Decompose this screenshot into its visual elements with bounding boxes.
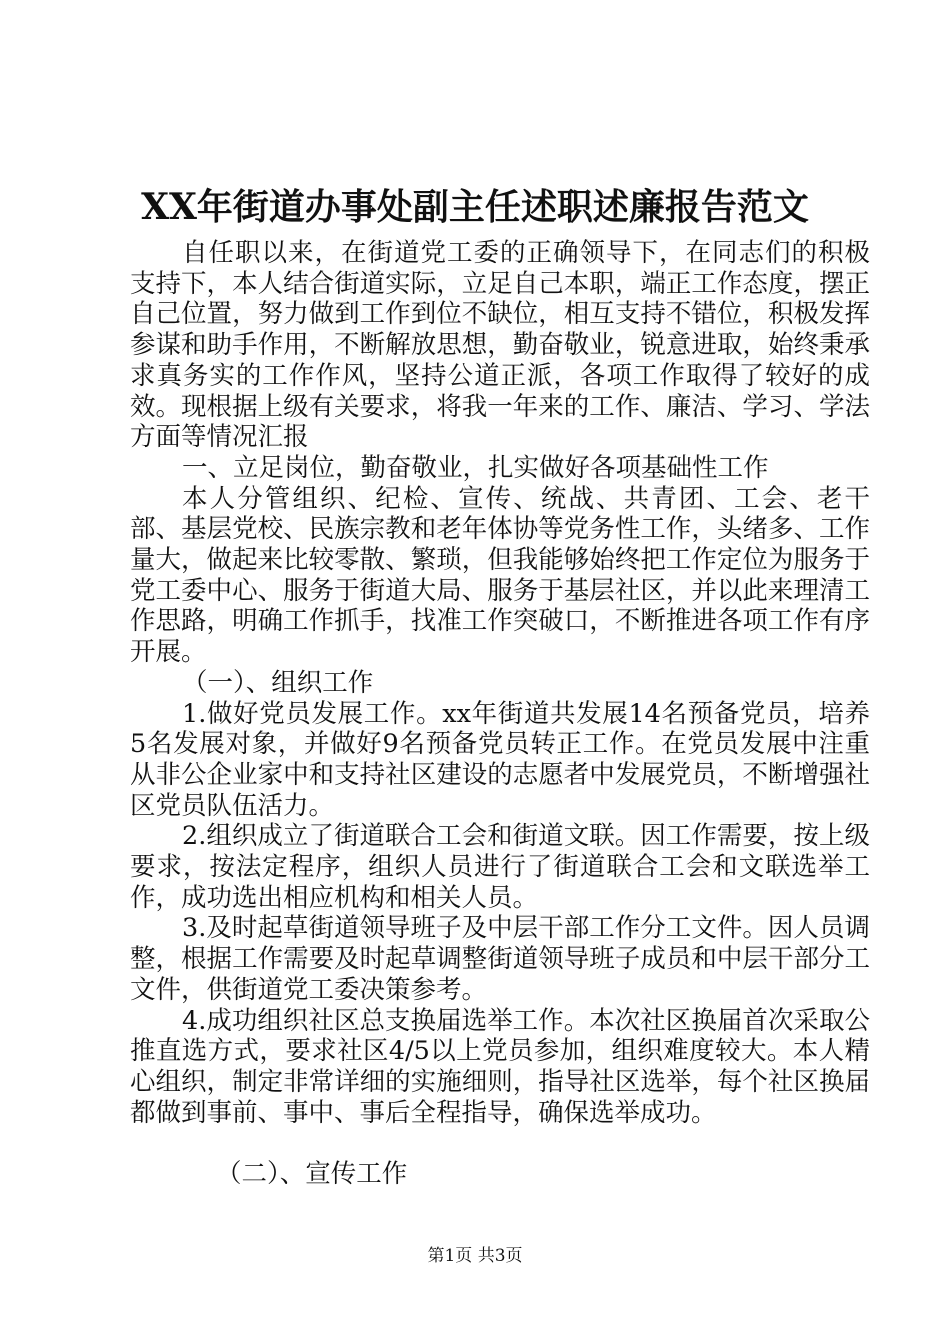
section-heading-1: 一、立足岗位，勤奋敬业，扎实做好各项基础性工作 (182, 452, 769, 483)
document-title: XX年街道办事处副主任述职述廉报告范文 (141, 186, 809, 228)
page-number-footer: 第1页 共3页 (427, 1246, 523, 1266)
paragraph-responsibilities: 本人分管组织、纪检、宣传、统战、共青团、工会、老干部、基层党校、民族宗教和老年体协等党务性工作，头绪多、工作量大，做起来比较零散、繁琐，但我能够始终把工作定位为服务于党工委中心、服务于街道大局、服务于基层社区，并以此来理清工作思路，明确工作抓手，找准工作突破口，不断推进各项工作有序开展。 (130, 483, 870, 668)
paragraph-item-3: 3.及时起草街道领导班子及中层干部工作分工文件。因人员调整，根据工作需要及时起草调整街道领导班子成员和中层干部分工文件，供街道党工委决策参考。 (130, 913, 870, 1005)
subsection-heading-organization: （一）、组织工作 (182, 667, 374, 698)
subsection-heading-publicity: （二）、宣传工作 (216, 1159, 408, 1190)
paragraph-item-1: 1.做好党员发展工作。xx年街道共发展14名预备党员，培养5名发展对象，并做好9名预备党员转正工作。在党员发展中注重从非公企业家中和支持社区建设的志愿者中发展党员，不断增强社区党员队伍活力。 (130, 698, 870, 821)
paragraph-item-4: 4.成功组织社区总支换届选举工作。本次社区换届首次采取公推直选方式，要求社区4/5以上党员参加，组织难度较大。本人精心组织，制定非常详细的实施细则，指导社区选举，每个社区换届都做到事前、事中、事后全程指导，确保选举成功。 (130, 1005, 870, 1128)
document-body (130, 238, 870, 1190)
paragraph-intro: 自任职以来，在街道党工委的正确领导下，在同志们的积极支持下，本人结合街道实际，立足自己本职，端正工作态度，摆正自己位置，努力做到工作到位不缺位，相互支持不错位，积极发挥参谋和助手作用，不断解放思想，勤奋敬业，锐意进取，始终秉承求真务实的工作作风，坚持公道正派，各项工作取得了较好的成效。现根据上级有关要求，将我一年来的工作、廉洁、学习、学法方面等情况汇报 (130, 238, 870, 453)
paragraph-item-2: 2.组织成立了街道联合工会和街道文联。因工作需要，按上级要求，按法定程序，组织人员进行了街道联合工会和文联选举工作，成功选出相应机构和相关人员。 (130, 821, 870, 913)
